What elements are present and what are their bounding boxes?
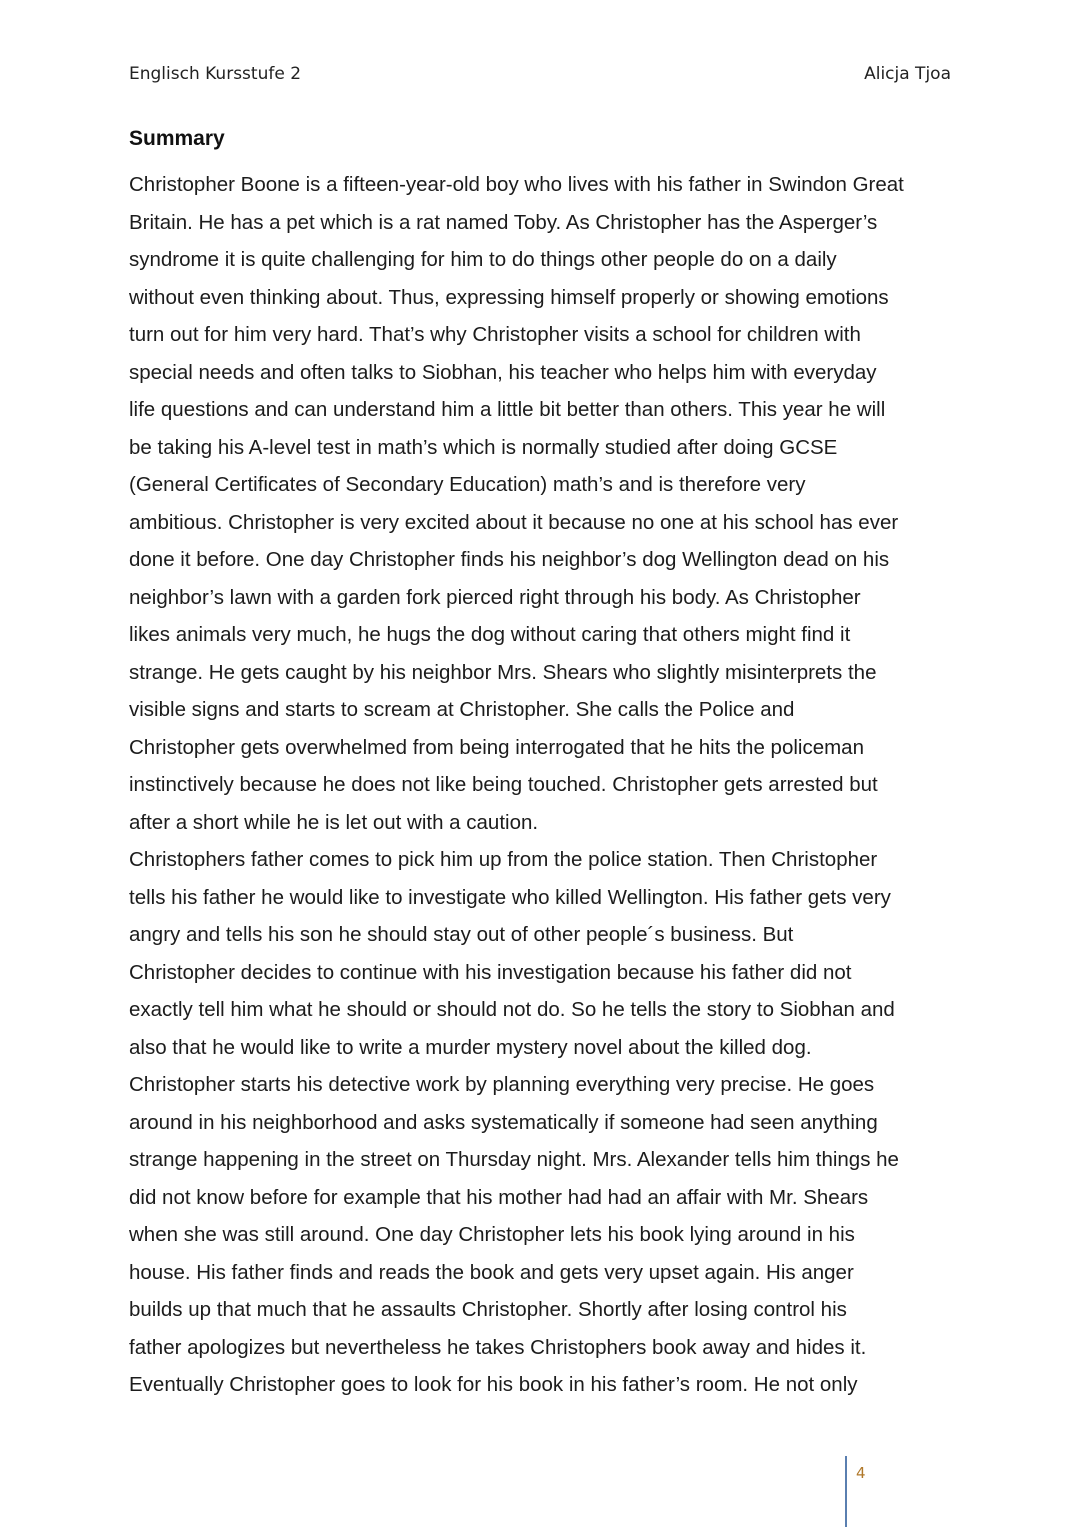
text-line: did not know before for example that his mother had had an affair with Mr. Shears [129,1185,869,1209]
text-line: Britain. He has a pet which is a rat named Toby. As Christopher has the Asperger’s [129,210,878,234]
text-line: tells his father he would like to investigate who killed Wellington. His father gets very [129,885,891,909]
section-heading: Summary [129,127,225,150]
text-line: done it before. One day Christopher finds his neighbor’s dog Wellington dead on his [129,548,890,571]
page-number: 4 [856,1464,866,1482]
text-line: Eventually Christopher goes to look for his book in his father’s room. He not only [129,1373,858,1396]
text-line: around in his neighborhood and asks systematically if someone had seen anything [129,1110,878,1134]
text-line: be taking his A-level test in math’s which is normally studied after doing GCSE [129,435,838,459]
text-line: (General Certificates of Secondary Education) math’s and is therefore very [129,473,806,496]
text-line: Christopher gets overwhelmed from being interrogated that he hits the policeman [129,735,864,759]
text-line: ambitious. Christopher is very excited about it because no one at his school has ever [129,510,899,534]
text-line: also that he would like to write a murder mystery novel about the killed dog. [129,1035,812,1059]
text-line: father apologizes but nevertheless he takes Christophers book away and hides it. [129,1335,867,1359]
text-line: Christophers father comes to pick him up from the police station. Then Christopher [129,848,878,871]
text-line: turn out for him very hard. That’s why Christopher visits a school for children with [129,323,861,346]
page-number-divider [845,1456,847,1527]
text-line: visible signs and starts to scream at Christopher. She calls the Police and [129,698,795,721]
text-line: neighbor’s lawn with a garden fork pierced right through his body. As Christopher [129,585,861,609]
text-line: likes animals very much, he hugs the dog without caring that others might find it [129,623,851,646]
text-line: syndrome it is quite challenging for him to do things other people do on a daily [129,248,837,271]
text-line: strange happening in the street on Thursday night. Mrs. Alexander tells him things he [129,1148,899,1171]
text-line: special needs and often talks to Siobhan, his teacher who helps him with everyday [129,360,877,384]
text-line: after a short while he is let out with a caution. [129,810,539,834]
text-line: house. His father finds and reads the book and gets very upset again. His anger [129,1260,854,1284]
text-line: builds up that much that he assaults Christopher. Shortly after losing control his [129,1298,847,1321]
text-line: strange. He gets caught by his neighbor Mrs. Shears who slightly misinterprets the [129,660,877,684]
text-line: exactly tell him what he should or should not do. So he tells the story to Siobhan and [129,998,895,1021]
header-author-name: Alicja Tjoa [864,64,951,84]
text-line: Christopher Boone is a fifteen-year-old boy who lives with his father in Swindon Great [129,173,904,196]
text-line: when she was still around. One day Christopher lets his book lying around in his [129,1223,855,1246]
text-line: Christopher decides to continue with his investigation because his father did not [129,960,852,984]
text-line: life questions and can understand him a little bit better than others. This year he will [129,398,886,421]
text-line: angry and tells his son he should stay out of other people´s business. But [129,923,794,946]
text-line: without even thinking about. Thus, expressing himself properly or showing emotions [129,285,889,309]
text-line: Christopher starts his detective work by planning everything very precise. He goes [129,1073,875,1096]
text-line: instinctively because he does not like being touched. Christopher gets arrested but [129,773,878,796]
summary-body [129,166,959,1404]
header-course-title: Englisch Kursstufe 2 [129,64,302,84]
